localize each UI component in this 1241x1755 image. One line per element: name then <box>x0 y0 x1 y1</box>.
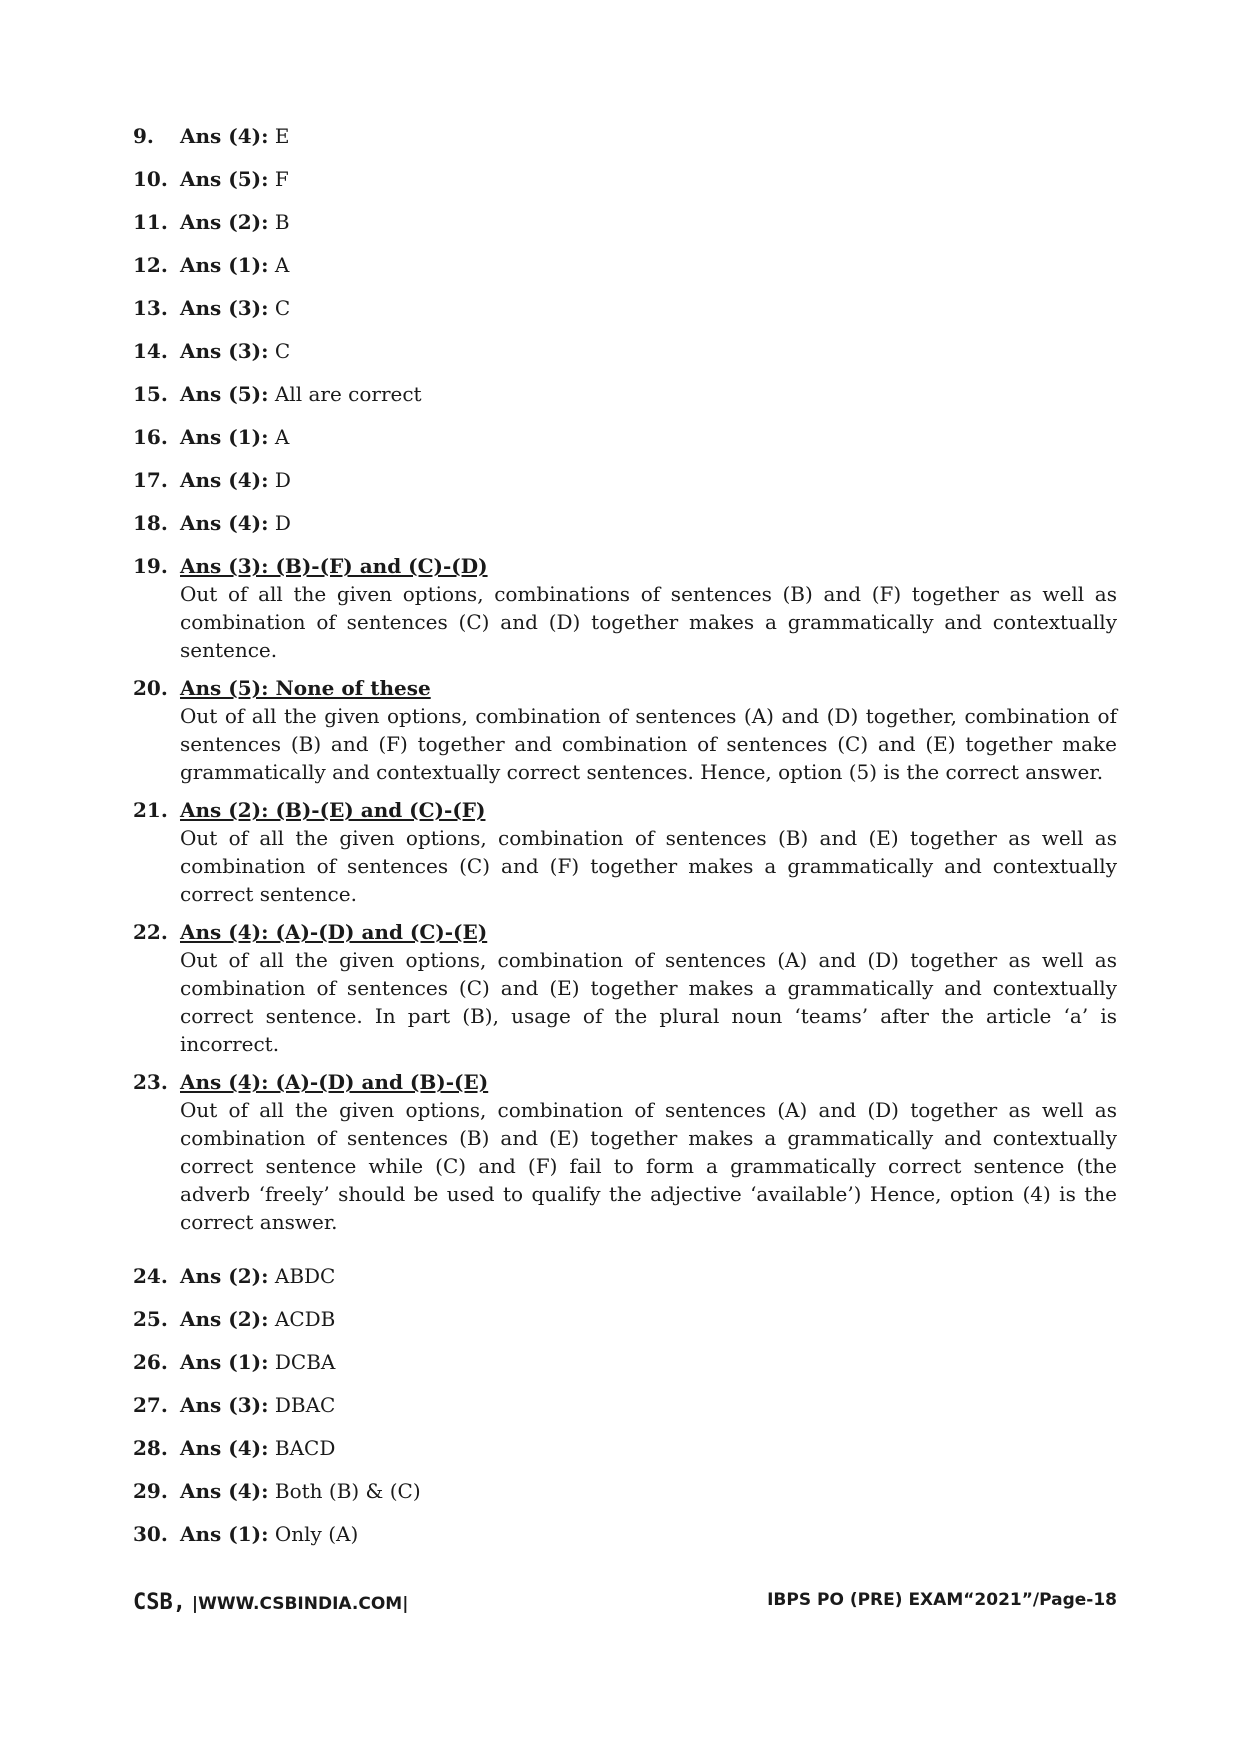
question-number: 25. <box>133 1307 168 1331</box>
answer-label: Ans (2): <box>180 1307 269 1331</box>
short-answer-list-bottom <box>133 1262 1117 1563</box>
answer-heading: Ans (5): None of these <box>180 676 431 700</box>
question-number: 30. <box>133 1522 168 1546</box>
answer-item-detailed <box>133 674 1117 786</box>
answer-value: DBAC <box>274 1393 336 1417</box>
answer-value: DCBA <box>274 1350 336 1374</box>
answer-label: Ans (4): <box>180 1436 269 1460</box>
answer-item <box>133 1477 1117 1520</box>
answer-item <box>133 337 1117 380</box>
answer-value: A <box>274 253 290 277</box>
answer-item <box>133 466 1117 509</box>
answer-item <box>133 380 1117 423</box>
question-number: 21. <box>133 798 168 822</box>
answer-heading: Ans (3): (B)-(F) and (C)-(D) <box>180 554 488 578</box>
long-answer-list <box>133 552 1117 1236</box>
answer-label: Ans (5): <box>180 382 269 406</box>
answer-value: A <box>274 425 290 449</box>
answer-value: Only (A) <box>274 1522 359 1546</box>
question-number: 26. <box>133 1350 168 1374</box>
website-link[interactable]: |WWW.CSBINDIA.COM| <box>191 1594 409 1614</box>
answer-label: Ans (1): <box>180 1350 269 1374</box>
question-number: 10. <box>133 167 168 191</box>
answer-explanation: Out of all the given options, combination of sentences (B) and (E) together as well as combination of sentences (C) and (F) together makes a grammatically and contextually correct sentence. <box>180 826 1117 906</box>
short-answer-list-top <box>133 122 1117 552</box>
answer-value: E <box>274 124 290 148</box>
answer-explanation: Out of all the given options, combinations of sentences (B) and (F) together as well as combination of sentences (C) and (D) together makes a grammatically and contextually sentence. <box>180 582 1117 662</box>
answer-heading: Ans (4): (A)-(D) and (C)-(E) <box>180 920 488 944</box>
answer-explanation: Out of all the given options, combination of sentences (A) and (D) together as well as combination of sentences (B) and (E) together makes a grammatically and contextually correct sentence while (C) and (F) fail to form a grammatically correct sentence (the adverb ‘freely’ should be used to qualify the adjective ‘available’) Hence, option (4) is the correct answer. <box>180 1098 1117 1234</box>
question-number: 14. <box>133 339 168 363</box>
answer-value: BACD <box>274 1436 336 1460</box>
answer-item-detailed <box>133 918 1117 1058</box>
footer-brand <box>133 1590 408 1615</box>
answer-value: ACDB <box>274 1307 336 1331</box>
answer-key <box>133 122 1117 1563</box>
answer-value: D <box>274 468 291 492</box>
answer-item <box>133 251 1117 294</box>
answer-value: D <box>274 511 291 535</box>
question-number: 29. <box>133 1479 168 1503</box>
page-info: IBPS PO (PRE) EXAM“2021”/Page-18 <box>767 1590 1117 1610</box>
answer-item <box>133 294 1117 337</box>
answer-item-detailed <box>133 552 1117 664</box>
answer-label: Ans (4): <box>180 511 269 535</box>
answer-value: C <box>274 296 291 320</box>
answer-explanation: Out of all the given options, combination of sentences (A) and (D) together as well as combination of sentences (C) and (E) together makes a grammatically and contextually correct sentence. In part (B), usage of the plural noun ‘teams’ after the article ‘a’ is incorrect. <box>180 948 1117 1056</box>
answer-label: Ans (3): <box>180 1393 269 1417</box>
question-number: 20. <box>133 676 168 700</box>
answer-label: Ans (1): <box>180 425 269 449</box>
answer-label: Ans (4): <box>180 1479 269 1503</box>
question-number: 28. <box>133 1436 168 1460</box>
answer-item <box>133 1262 1117 1305</box>
question-number: 19. <box>133 554 168 578</box>
answer-value: ABDC <box>274 1264 336 1288</box>
answer-value: C <box>274 339 291 363</box>
answer-item <box>133 1520 1117 1563</box>
answer-value: All are correct <box>274 382 422 406</box>
answer-explanation: Out of all the given options, combination of sentences (A) and (D) together, combination of sentences (B) and (F) together and combination of sentences (C) and (E) together make grammatically and contextually correct sentences. Hence, option (5) is the correct answer. <box>180 704 1117 784</box>
question-number: 23. <box>133 1070 168 1094</box>
question-number: 17. <box>133 468 168 492</box>
answer-label: Ans (2): <box>180 1264 269 1288</box>
answer-item <box>133 423 1117 466</box>
question-number: 24. <box>133 1264 168 1288</box>
answer-item <box>133 165 1117 208</box>
answer-item <box>133 1391 1117 1434</box>
question-number: 13. <box>133 296 168 320</box>
question-number: 12. <box>133 253 168 277</box>
answer-item <box>133 1305 1117 1348</box>
answer-item <box>133 1434 1117 1477</box>
answer-label: Ans (3): <box>180 296 269 320</box>
answer-item-detailed <box>133 796 1117 908</box>
question-number: 16. <box>133 425 168 449</box>
answer-label: Ans (4): <box>180 468 269 492</box>
answer-item <box>133 509 1117 552</box>
question-number: 27. <box>133 1393 168 1417</box>
answer-value: Both (B) & (C) <box>274 1479 421 1503</box>
answer-label: Ans (2): <box>180 210 269 234</box>
answer-item <box>133 122 1117 165</box>
answer-label: Ans (5): <box>180 167 269 191</box>
answer-heading: Ans (4): (A)-(D) and (B)-(E) <box>180 1070 489 1094</box>
question-number: 22. <box>133 920 168 944</box>
answer-item-detailed <box>133 1068 1117 1236</box>
answer-label: Ans (3): <box>180 339 269 363</box>
answer-item <box>133 208 1117 251</box>
answer-value: F <box>274 167 289 191</box>
question-number: 9. <box>133 124 154 148</box>
question-number: 18. <box>133 511 168 535</box>
brand-logo: CSB, <box>133 1590 186 1615</box>
question-number: 11. <box>133 210 168 234</box>
answer-heading: Ans (2): (B)-(E) and (C)-(F) <box>180 798 486 822</box>
answer-item <box>133 1348 1117 1391</box>
answer-label: Ans (1): <box>180 253 269 277</box>
answer-value: B <box>274 210 290 234</box>
question-number: 15. <box>133 382 168 406</box>
answer-label: Ans (4): <box>180 124 269 148</box>
answer-label: Ans (1): <box>180 1522 269 1546</box>
